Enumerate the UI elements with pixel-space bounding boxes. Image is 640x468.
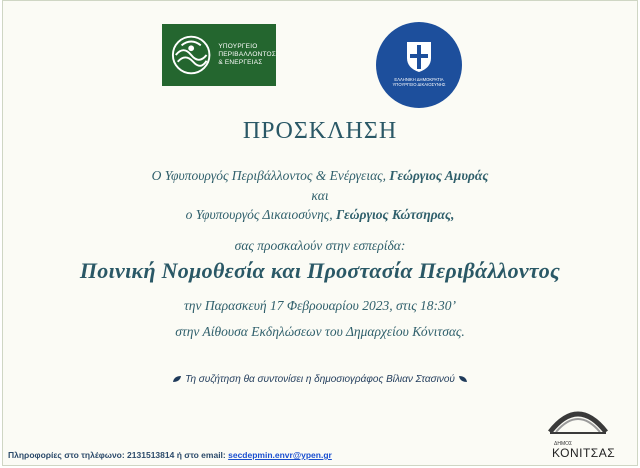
invite-line: σας προσκαλούν στην εσπερίδα: <box>234 238 406 253</box>
leaf-icon <box>458 375 468 383</box>
invitation-title: ΠΡΟΣΚΛΗΣΗ <box>242 118 398 144</box>
host-2-name: Γεώργιος Κώτσηρας, <box>336 207 455 222</box>
stone-bridge-icon <box>548 398 608 436</box>
environment-ministry-logo <box>162 24 276 86</box>
justice-ministry-logo <box>376 22 462 108</box>
host-line-2: ο Υφυπουργός Δικαιοσύνης, Γεώργιος Κώτσηρας, <box>185 207 455 222</box>
justice-ministry-name: ΕΛΛΗΝΙΚΗ ΔΗΜΟΚΡΑΤΙΑ ΥΠΟΥΡΓΕΙΟ ΔΙΚΑΙΟΣΥΝΗΣ <box>392 76 446 87</box>
host-1-name: Γεώργιος Αμυράς <box>389 168 489 183</box>
event-title: Ποινική Νομοθεσία και Προστασία Περιβάλλοντος <box>79 258 561 283</box>
environment-ministry-name: ΥΠΟΥΡΓΕΙΟ ΠΕΡΙΒΑΛΛΟΝΤΟΣ & ΕΝΕΡΓΕΙΑΣ <box>218 43 276 66</box>
greek-coat-of-arms-icon <box>403 38 435 74</box>
connector-text: και <box>311 188 329 203</box>
invitation-card <box>2 0 638 466</box>
date-line: την Παρασκευή 17 Φεβρουαρίου 2023, στις 18:30’ <box>183 298 457 313</box>
contact-footer: Πληροφορίες στο τηλέφωνο: 2131513814 ή στο email: secdepmin.envr@ypen.gr <box>8 450 332 460</box>
municipality-logo: ΔΗΜΟΣ ΚΟΝΙΤΣΑΣ <box>548 398 608 456</box>
leaf-icon <box>172 375 182 383</box>
globe-leaf-icon <box>170 33 212 77</box>
host-line-1: Ο Υφυπουργός Περιβάλλοντος & Ενέργειας, Γεώργιος Αμυράς <box>151 168 489 183</box>
moderator-line: Τη συζήτηση θα συντονίσει η δημοσιογράφος Βίλιαν Στασινού <box>0 374 640 385</box>
venue-line: στην Αίθουσα Εκδηλώσεων του Δημαρχείου Κόνιτσας. <box>175 324 465 339</box>
email-link[interactable]: secdepmin.envr@ypen.gr <box>228 450 332 460</box>
